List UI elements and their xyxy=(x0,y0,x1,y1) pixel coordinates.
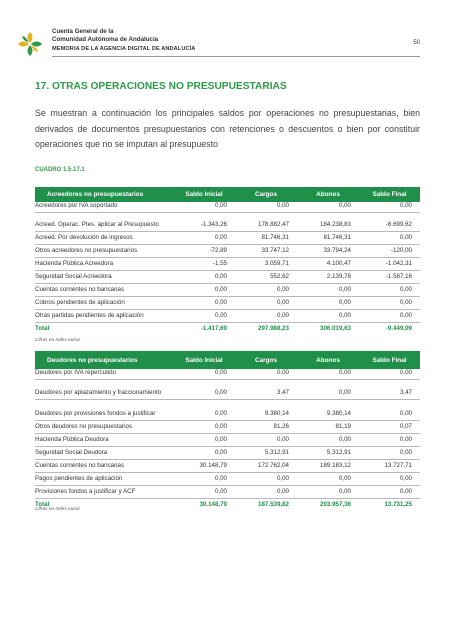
row-label: Otros acreedores no presupuestarios xyxy=(35,244,173,257)
cell-value: 3.059,71 xyxy=(235,257,297,270)
cell-value: 13.727,71 xyxy=(359,459,420,472)
cell-value: 0,00 xyxy=(235,296,297,309)
cell-value: 0,00 xyxy=(297,309,359,322)
table-row xyxy=(35,309,420,322)
cell-value: 0,00 xyxy=(359,446,420,459)
cell-value: 13.731,25 xyxy=(384,500,412,508)
cell-value: 0,00 xyxy=(297,296,359,309)
cell-value: 0,00 xyxy=(235,433,297,446)
row-label: Cuentas corrientes no bancarias xyxy=(35,283,173,296)
cell-value: 184.238,83 xyxy=(297,212,359,231)
cell-value: 30.148,79 xyxy=(199,500,227,508)
cell-value: 0,00 xyxy=(173,283,235,296)
junta-andalucia-logo-icon xyxy=(17,31,43,57)
cell-value: -1.343,26 xyxy=(173,212,235,231)
cell-value: 0,00 xyxy=(173,296,235,309)
cell-value: 0,00 xyxy=(359,202,420,212)
column-header: Abonos xyxy=(297,351,359,369)
total-row xyxy=(35,498,420,510)
cell-value: 0,00 xyxy=(359,399,420,420)
cell-value: -1.417,69 xyxy=(200,324,227,332)
cell-value: 189.183,12 xyxy=(297,459,359,472)
cell-value: 0,00 xyxy=(297,369,359,379)
table-row xyxy=(35,379,420,399)
cuadro-label: CUADRO 1.5.17.1 xyxy=(35,167,85,173)
table-row xyxy=(35,446,420,459)
cell-value: 306.019,63 xyxy=(320,324,351,332)
table-row xyxy=(35,212,420,231)
cell-value: 30.148,79 xyxy=(173,459,235,472)
cell-value: -72,89 xyxy=(173,244,235,257)
cell-value: 81.746,31 xyxy=(297,231,359,244)
column-header: Saldo Final xyxy=(359,351,420,369)
row-label: Cobros pendientes de aplicación xyxy=(35,296,173,309)
cell-value: 178.882,47 xyxy=(235,212,297,231)
column-header: Cargos xyxy=(235,187,297,202)
cell-value: 187.539,82 xyxy=(258,500,289,508)
cell-value: 0,00 xyxy=(359,369,420,379)
cell-value: 0,00 xyxy=(173,485,235,498)
row-label: Deudores por aplazamiento y fraccionamiento xyxy=(35,379,173,399)
cell-value: 0,00 xyxy=(173,379,235,399)
table-row xyxy=(35,420,420,433)
row-label: Hacienda Pública Deudora xyxy=(35,433,173,446)
cell-value: 3,47 xyxy=(359,379,420,399)
cell-value: 0,00 xyxy=(297,202,359,212)
cell-value: 0,07 xyxy=(359,420,420,433)
table-row xyxy=(35,270,420,283)
row-label: Otras partidas pendientes de aplicación xyxy=(35,309,173,322)
column-header: Abonos xyxy=(297,187,359,202)
cell-value: 0,00 xyxy=(297,485,359,498)
cell-value: 0,00 xyxy=(359,283,420,296)
column-header: Saldo Inicial xyxy=(173,351,235,369)
table-row xyxy=(35,244,420,257)
cell-value: -1.587,16 xyxy=(359,270,420,283)
cell-value: 203.957,36 xyxy=(320,500,351,508)
cell-value: 3,47 xyxy=(235,379,297,399)
cell-value: 0,00 xyxy=(173,399,235,420)
table-row xyxy=(35,485,420,498)
cell-value: 0,00 xyxy=(173,202,235,212)
column-header: Acreedores no presupuestarios xyxy=(35,187,173,202)
header-divider xyxy=(52,56,420,57)
cell-value: 0,00 xyxy=(173,420,235,433)
cell-value: 0,00 xyxy=(359,309,420,322)
column-header: Saldo Final xyxy=(359,187,420,202)
table-row xyxy=(35,202,420,212)
row-label: Total xyxy=(35,500,50,508)
row-label: Cuentas corrientes no bancarias xyxy=(35,459,173,472)
row-label: Acreedores por IVA soportado xyxy=(35,202,173,212)
cell-value: 0,00 xyxy=(173,472,235,485)
table-row xyxy=(35,231,420,244)
cell-value: 4.100,47 xyxy=(297,257,359,270)
cell-value: -6.699,62 xyxy=(359,212,420,231)
cell-value: 0,00 xyxy=(297,283,359,296)
deudores-table xyxy=(35,351,420,510)
row-label: Provisiones fondos a justificar y ACF xyxy=(35,485,173,498)
table-row xyxy=(35,257,420,270)
cell-value: 0,00 xyxy=(235,485,297,498)
cell-value: 9.380,14 xyxy=(235,399,297,420)
table-row xyxy=(35,296,420,309)
cell-value: 0,00 xyxy=(359,231,420,244)
table-note: Cifras en miles euros xyxy=(35,338,81,343)
cell-value: 81.746,31 xyxy=(235,231,297,244)
cell-value: 0,00 xyxy=(173,309,235,322)
organization-name xyxy=(52,28,158,43)
cell-value: 0,00 xyxy=(173,231,235,244)
cell-value: -1.042,31 xyxy=(359,257,420,270)
section-title: 17. OTRAS OPERACIONES NO PRESUPUESTARIAS xyxy=(35,81,287,92)
table-row xyxy=(35,283,420,296)
cell-value: 0,00 xyxy=(173,433,235,446)
cell-value: 0,00 xyxy=(235,369,297,379)
table-row xyxy=(35,472,420,485)
cell-value: 0,00 xyxy=(173,446,235,459)
cell-value: 0,00 xyxy=(235,283,297,296)
org-line-2: Comunidad Autónoma de Andalucía xyxy=(52,35,159,43)
cell-value: 0,00 xyxy=(235,472,297,485)
cell-value: 5.312,91 xyxy=(297,446,359,459)
row-label: Acreed. Por devolución de ingresos xyxy=(35,231,173,244)
table-row xyxy=(35,459,420,472)
cell-value: -9.449,09 xyxy=(385,324,412,332)
cell-value: 81,26 xyxy=(235,420,297,433)
cell-value: 0,00 xyxy=(297,472,359,485)
cell-value: 0,00 xyxy=(235,202,297,212)
cell-value: 0,00 xyxy=(235,309,297,322)
page-number: 50 xyxy=(413,40,420,46)
cell-value: 0,00 xyxy=(359,433,420,446)
cell-value: 0,00 xyxy=(173,369,235,379)
row-label: Deudores por provisiones fondos a justificar xyxy=(35,399,173,420)
row-label: Seguridad Social Deudora xyxy=(35,446,173,459)
cell-value: 297.988,23 xyxy=(258,324,289,332)
table-row xyxy=(35,433,420,446)
cell-value: 172.762,04 xyxy=(235,459,297,472)
org-line-1: Cuenta General de la xyxy=(52,28,114,35)
row-label: Hacienda Pública Acreedora xyxy=(35,257,173,270)
cell-value: 0,00 xyxy=(359,472,420,485)
cell-value: 0,00 xyxy=(359,485,420,498)
cell-value: 2.139,78 xyxy=(297,270,359,283)
cell-value: 0,00 xyxy=(297,379,359,399)
cell-value: 33.747,12 xyxy=(235,244,297,257)
cell-value: 33.794,24 xyxy=(297,244,359,257)
total-row xyxy=(35,322,420,334)
table-note: Cifras en miles euros xyxy=(35,507,81,512)
row-label: Seguridad Social Acreedora xyxy=(35,270,173,283)
cell-value: 0,00 xyxy=(297,433,359,446)
row-label: Acreed. Operac. Ptes. aplicar al Presupuesto xyxy=(35,212,173,231)
column-header: Saldo Inicial xyxy=(173,187,235,202)
cell-value: -1,55 xyxy=(173,257,235,270)
column-header: Deudores no presupuestarios xyxy=(35,351,173,369)
cell-value: 552,62 xyxy=(235,270,297,283)
intro-paragraph: Se muestran a continuación los principales saldos por operaciones no presupuestarias, bien derivados de documentos presupuestarios con retenciones o descuentos o bien por constituir operaciones que no se imputan al presupuesto xyxy=(35,108,420,149)
cell-value: 0,00 xyxy=(173,270,235,283)
row-label: Otros deudores no presupuestarios xyxy=(35,420,173,433)
row-label: Pagos pendientes de aplicación xyxy=(35,472,173,485)
cell-value: 0,00 xyxy=(359,296,420,309)
acreedores-table xyxy=(35,187,420,334)
row-label: Total xyxy=(35,324,50,332)
memoria-title: MEMORIA DE LA AGENCIA DIGITAL DE ANDALUCÍA xyxy=(52,46,196,52)
column-header: Cargos xyxy=(235,351,297,369)
row-label: Deudores por IVA repercutido xyxy=(35,369,173,379)
cell-value: 9.380,14 xyxy=(297,399,359,420)
table-row xyxy=(35,399,420,420)
cell-value: 81,19 xyxy=(297,420,359,433)
cell-value: -120,00 xyxy=(359,244,420,257)
table-row xyxy=(35,369,420,379)
cell-value: 5.312,91 xyxy=(235,446,297,459)
